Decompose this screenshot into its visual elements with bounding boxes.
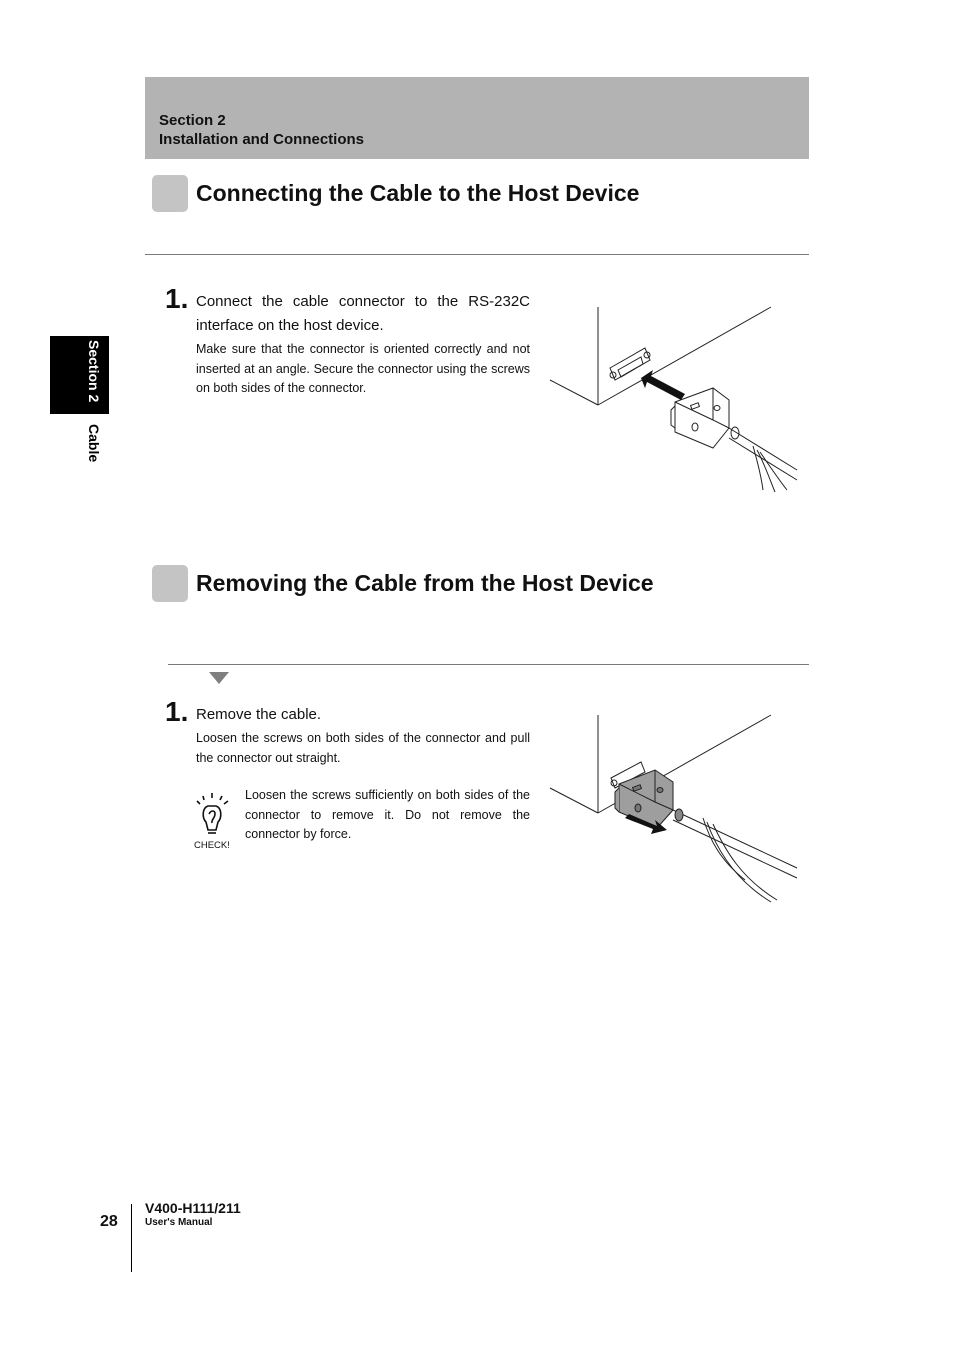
heading-rule	[168, 664, 809, 665]
down-triangle-icon	[209, 672, 229, 684]
check-label: CHECK!	[194, 840, 230, 851]
heading-connecting: Connecting the Cable to the Host Device	[196, 180, 640, 206]
step-text: Remove the cable.	[196, 706, 322, 723]
section-label: Section 2	[159, 112, 226, 129]
heading-rule	[145, 254, 809, 255]
footer-divider	[131, 1204, 132, 1272]
page-number: 28	[100, 1213, 118, 1230]
step-number: 1.	[165, 283, 189, 314]
step-detail: Make sure that the connector is oriented correctly and not inserted at an angle. Secure the connector using the screws on both sides of the connector.	[196, 342, 530, 395]
connect-cable-illustration	[545, 300, 805, 495]
side-tab-topic: Cable	[86, 424, 102, 463]
side-tab-section: Section 2	[86, 340, 102, 403]
footer-model: V400-H111/211	[145, 1200, 241, 1216]
footer-manual: User's Manual	[145, 1217, 213, 1228]
heading-marker-square	[152, 175, 188, 212]
step-text: Connect the cable connector to the RS-232C interface on the host device.	[196, 293, 530, 334]
step-detail: Loosen the screws on both sides of the connector and pull the connector out straight.	[196, 731, 530, 765]
section-title: Installation and Connections	[159, 131, 365, 148]
check-note: Loosen the screws sufficiently on both sides of the connector to remove it. Do not remove the connector by force.	[245, 788, 530, 841]
heading-marker-square	[152, 565, 188, 602]
remove-cable-illustration	[545, 710, 805, 910]
step-number: 1.	[165, 696, 189, 727]
heading-removing: Removing the Cable from the Host Device	[196, 570, 654, 596]
lightbulb-check-icon	[194, 792, 234, 840]
